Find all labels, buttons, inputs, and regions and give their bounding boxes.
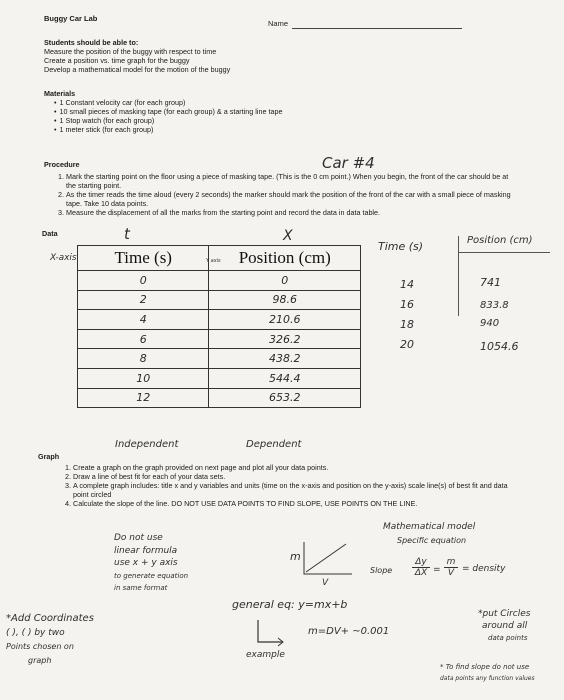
position-cell: 653.2 (209, 388, 361, 408)
objective-item: Develop a mathematical model for the motion of the buggy (44, 65, 231, 74)
position-cell: 438.2 (209, 349, 361, 369)
table-row (78, 310, 361, 330)
position-cell: 98.6 (209, 290, 361, 310)
lab-title: Buggy Car Lab (44, 14, 98, 23)
density-note: = density (462, 564, 506, 574)
objective-item: Measure the position of the buggy with respect to time (44, 47, 217, 56)
position-cell: 0 (209, 271, 361, 291)
y-axis-note: Y axis (206, 258, 221, 264)
table-row (78, 271, 361, 291)
col-time-header: Time (s) (78, 246, 209, 271)
note-line: graph (28, 656, 52, 665)
procedure-step: 3. Measure the displacement of all the marks from the starting point and record the data in data table. (66, 208, 520, 217)
slope-label: Slope (370, 566, 393, 575)
graph-step: 3. A complete graph includes: title x and y variables and units (time on the x-axis and position on the y-axis) scale line(s) of best fit and data point circled (73, 481, 522, 499)
corner-arrow-icon (252, 618, 292, 652)
note-line: ( ), ( ) by two (6, 628, 65, 638)
m-over-v-fraction (444, 557, 458, 578)
materials-heading: Materials (44, 89, 76, 98)
name-label: Name (268, 19, 289, 28)
t-note: t (124, 225, 130, 243)
v-label: V (322, 578, 329, 588)
material-item: • 1 Stop watch (for each group) (54, 116, 504, 125)
data-heading: Data (42, 229, 58, 238)
extra-position-header: Position (cm) (467, 235, 533, 246)
note-line: Points chosen on (6, 642, 74, 651)
table-row (78, 329, 361, 349)
extra-column-divider (458, 236, 459, 316)
objectives-heading: Students should be able to: (44, 38, 139, 47)
independent-note: Independent (115, 439, 179, 450)
example-note: example (246, 650, 285, 660)
math-model-note (383, 521, 475, 547)
slope-hint-note (440, 662, 535, 684)
materials (44, 89, 504, 134)
graph-step: 4. Calculate the slope of the line. DO NOT USE DATA POINTS TO FIND SLOPE, USE POINTS ON THE LINE. (73, 499, 522, 508)
note-line: data points any function values (440, 675, 535, 682)
graph-step: 2. Draw a line of best fit for each of your data sets. (73, 472, 522, 481)
table-row (78, 349, 361, 369)
note-line: use x + y axis (114, 558, 178, 568)
note-line: data points (488, 634, 528, 642)
note-line: Do not use (114, 533, 163, 543)
graph-heading: Graph (38, 452, 60, 461)
extra-time-cell: 16 (400, 298, 414, 311)
circles-note (478, 608, 530, 644)
note-line: * To find slope do not use (440, 663, 530, 671)
objective-item: Create a position vs. time graph for the buggy (44, 56, 190, 65)
time-cell: 12 (78, 388, 209, 408)
extra-position-cell: 1054.6 (480, 340, 519, 353)
time-cell: 10 (78, 368, 209, 388)
procedure-heading: Procedure (44, 160, 80, 169)
note-line: *put Circles (478, 609, 531, 619)
table-row (78, 368, 361, 388)
graph-step: 1. Create a graph on the graph provided on next page and plot all your data points. (73, 463, 522, 472)
procedure-step: 2. As the timer reads the time aloud (every 2 seconds) the marker should mark the position of the front of the car with a small piece of masking tape. Take 10 data points. (66, 190, 520, 208)
x-note: X (283, 228, 293, 244)
extra-time-cell: 20 (400, 338, 414, 351)
table-row (78, 388, 361, 408)
time-cell: 0 (78, 271, 209, 291)
note-line: linear formula (114, 545, 178, 556)
position-cell: 544.4 (209, 368, 361, 388)
m-label: m (290, 550, 301, 563)
extra-time-cell: 18 (400, 318, 414, 331)
equals-sign: = (433, 565, 441, 575)
graph-instructions (57, 463, 522, 508)
general-equation: general eq: y=mx+b (232, 598, 348, 611)
objectives (44, 38, 504, 74)
material-item: • 1 meter stick (for each group) (54, 125, 504, 134)
time-cell: 8 (78, 349, 209, 369)
col-position-header: Position (cm) (209, 246, 361, 271)
fraction-numerator: m (446, 557, 456, 567)
note-line: around all (482, 621, 528, 631)
slope-numerator: Δy (415, 557, 427, 567)
car-note: Car #4 (322, 154, 375, 172)
data-table (77, 245, 361, 408)
name-line (292, 28, 462, 29)
note-line: in same format (114, 584, 168, 592)
slope-denominator: ΔX (412, 567, 430, 578)
dependent-note: Dependent (246, 439, 302, 450)
notes-left-block (114, 532, 188, 595)
extra-position-cell: 940 (480, 318, 500, 329)
extra-position-cell: 741 (480, 276, 501, 289)
slope-fraction (412, 557, 430, 578)
x-axis-note: X-axis (50, 253, 77, 263)
table-row (78, 290, 361, 310)
extra-position-cell: 833.8 (480, 300, 509, 311)
note-line: Specific equation (397, 536, 467, 545)
procedure-step: 1. Mark the starting point on the floor using a piece of masking tape. (This is the 0 cm point.) When you begin, the front of the car should be at the starting point. (66, 172, 520, 190)
procedure-list (50, 172, 520, 217)
material-item: • 10 small pieces of masking tape (for each group) & a starting line tape (54, 107, 504, 116)
extra-time-cell: 14 (400, 278, 414, 291)
time-cell: 2 (78, 290, 209, 310)
note-line: to generate equation (114, 571, 189, 580)
time-cell: 4 (78, 310, 209, 330)
specific-equation: m=DV+ ~0.001 (308, 626, 390, 637)
note-line: Mathematical model (383, 522, 476, 532)
fraction-denominator: V (444, 567, 458, 578)
note-line: *Add Coordinates (6, 613, 94, 624)
notes-add-coords (6, 612, 94, 668)
extra-time-header: Time (s) (378, 240, 424, 253)
time-cell: 6 (78, 329, 209, 349)
position-cell: 326.2 (209, 329, 361, 349)
sketch-graph-icon (296, 538, 356, 580)
extra-header-rule (458, 252, 550, 253)
material-item: • 1 Constant velocity car (for each group) (54, 98, 504, 107)
position-cell: 210.6 (209, 310, 361, 330)
